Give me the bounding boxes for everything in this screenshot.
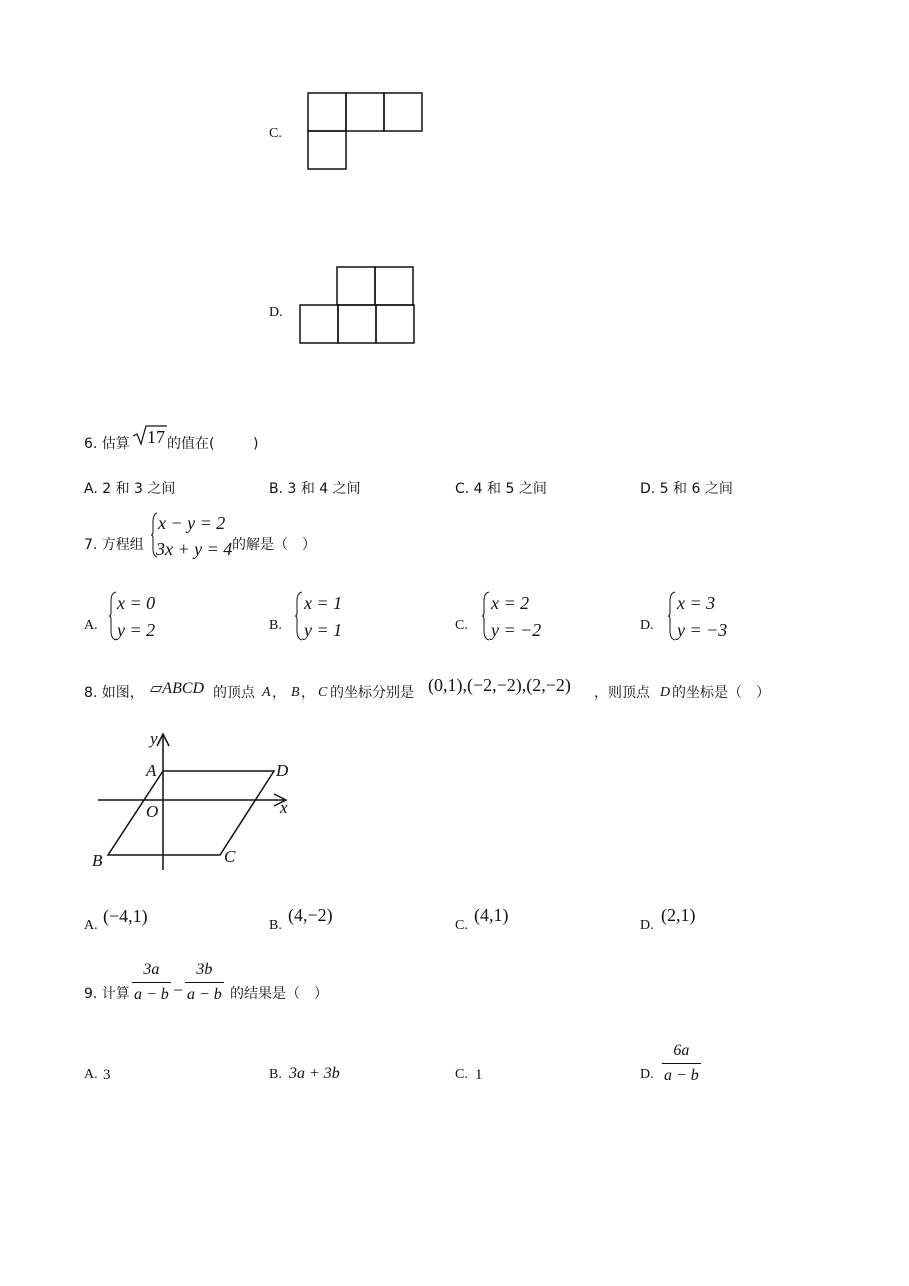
- q7-stem-suffix: 的解是（ ）: [232, 537, 316, 553]
- q6-option-c: C. 4 和 5 之间: [455, 481, 547, 497]
- q8-vertex-c: C: [318, 685, 328, 700]
- q8-stem-mid-3: ，则顶点: [594, 685, 650, 701]
- q9-option-d-numerator: 6a: [673, 1042, 690, 1059]
- q9-option-a-value: 3: [103, 1067, 111, 1083]
- q7-option-d-brace: [667, 591, 677, 641]
- q7-stem-prefix: 7. 方程组: [84, 537, 144, 553]
- q9-minus-sign: −: [173, 980, 184, 1000]
- q6-radicand: 17: [147, 427, 165, 447]
- q7-option-b-brace: [294, 591, 304, 641]
- q8-vertex-b: B: [291, 685, 300, 700]
- q8-option-c-label: C.: [455, 918, 468, 933]
- q8-option-b-value: (4,−2): [288, 905, 333, 925]
- q8-label-o: O: [146, 802, 159, 821]
- q9-option-c-value: 1: [475, 1067, 483, 1083]
- q8-stem-prefix: 8. 如图，: [84, 685, 144, 701]
- q9-option-d-denominator: a − b: [662, 1063, 701, 1085]
- q8-option-d-value: (2,1): [661, 905, 696, 925]
- q8-sep-1: ，: [272, 685, 286, 701]
- q6-option-b: B. 3 和 4 之间: [269, 481, 361, 497]
- q9-fraction-1-numerator: 3a: [143, 961, 160, 978]
- q8-parallelogram-name: ▱ABCD: [150, 680, 205, 697]
- q8-vertex-a: A: [262, 685, 271, 700]
- q6-stem-suffix: 的值在(: [167, 436, 215, 452]
- q8-option-c-value: (4,1): [474, 905, 509, 925]
- q8-coordinates: (0,1),(−2,−2),(2,−2): [428, 675, 571, 695]
- q7-option-d-label: D.: [640, 618, 654, 633]
- q8-sep-2: ，: [301, 685, 315, 701]
- q9-fraction-2-denominator: a − b: [185, 982, 224, 1004]
- q8-label-a: A: [146, 761, 157, 780]
- q8-label-x: x: [280, 798, 288, 817]
- q9-option-d-label: D.: [640, 1067, 654, 1082]
- q8-label-d: D: [276, 761, 289, 780]
- q7-option-d-line-1: x = 3: [677, 593, 716, 613]
- q8-coordinate-figure: [88, 728, 308, 878]
- q7-option-d-line-2: y = −3: [677, 620, 728, 640]
- q9-fraction-2: [185, 961, 224, 1004]
- q5d-square-3: [300, 305, 338, 343]
- q5c-square-2: [346, 93, 384, 131]
- q8-option-b-label: B.: [269, 918, 282, 933]
- q8-stem-mid-1: 的顶点: [213, 685, 255, 701]
- q7-option-b-label: B.: [269, 618, 282, 633]
- q6-option-d: D. 5 和 6 之间: [640, 481, 733, 497]
- q8-option-a-value: (−4,1): [103, 906, 148, 926]
- q5d-square-1: [337, 267, 375, 305]
- q9-option-d-fraction: [662, 1042, 701, 1085]
- q8-option-a-label: A.: [84, 918, 98, 933]
- q5-option-d-label: D.: [269, 305, 283, 320]
- q5d-square-2: [375, 267, 413, 305]
- q8-label-y: y: [150, 729, 158, 748]
- q6-stem-prefix: 6. 估算: [84, 436, 130, 452]
- q9-option-b-label: B.: [269, 1067, 282, 1082]
- q5d-square-5: [376, 305, 414, 343]
- q7-option-a-line-2: y = 2: [117, 620, 156, 640]
- q5c-square-1: [308, 93, 346, 131]
- q5c-square-4: [308, 131, 346, 169]
- q9-option-c-label: C.: [455, 1067, 468, 1082]
- q8-stem-mid-2: 的坐标分别是: [330, 685, 414, 701]
- q5c-square-3: [384, 93, 422, 131]
- q6-option-a: A. 2 和 3 之间: [84, 481, 176, 497]
- q5-option-d-net-figure: [300, 267, 414, 343]
- q9-stem-suffix: 的结果是（ ）: [230, 986, 328, 1002]
- q7-option-c-brace: [481, 591, 491, 641]
- q6-stem-close: ): [253, 436, 259, 452]
- q7-equation-2: 3x + y = 4: [156, 539, 233, 559]
- q7-option-b-line-1: x = 1: [304, 593, 343, 613]
- q8-vertex-d: D: [660, 685, 671, 700]
- q7-option-a-line-1: x = 0: [117, 593, 156, 613]
- q9-fraction-2-numerator: 3b: [196, 961, 213, 978]
- q9-option-a-label: A.: [84, 1067, 98, 1082]
- q8-parallelogram: [108, 771, 274, 855]
- q7-option-c-line-1: x = 2: [491, 593, 530, 613]
- q9-fraction-1-denominator: a − b: [132, 982, 171, 1004]
- q8-stem-suffix: 的坐标是（ ）: [672, 685, 770, 701]
- q7-option-c-line-2: y = −2: [491, 620, 542, 640]
- q8-option-d-label: D.: [640, 918, 654, 933]
- q7-equation-1: x − y = 2: [158, 513, 226, 533]
- q9-fraction-1: [132, 961, 171, 1004]
- q8-label-b: B: [92, 851, 103, 870]
- q7-option-c-label: C.: [455, 618, 468, 633]
- q7-option-a-label: A.: [84, 618, 98, 633]
- q9-stem-prefix: 9. 计算: [84, 986, 130, 1002]
- q5-option-c-label: C.: [269, 126, 282, 141]
- q7-option-b-line-2: y = 1: [304, 620, 343, 640]
- q8-label-c: C: [224, 847, 236, 866]
- q5d-square-4: [338, 305, 376, 343]
- q9-option-b-value: 3a + 3b: [289, 1065, 340, 1082]
